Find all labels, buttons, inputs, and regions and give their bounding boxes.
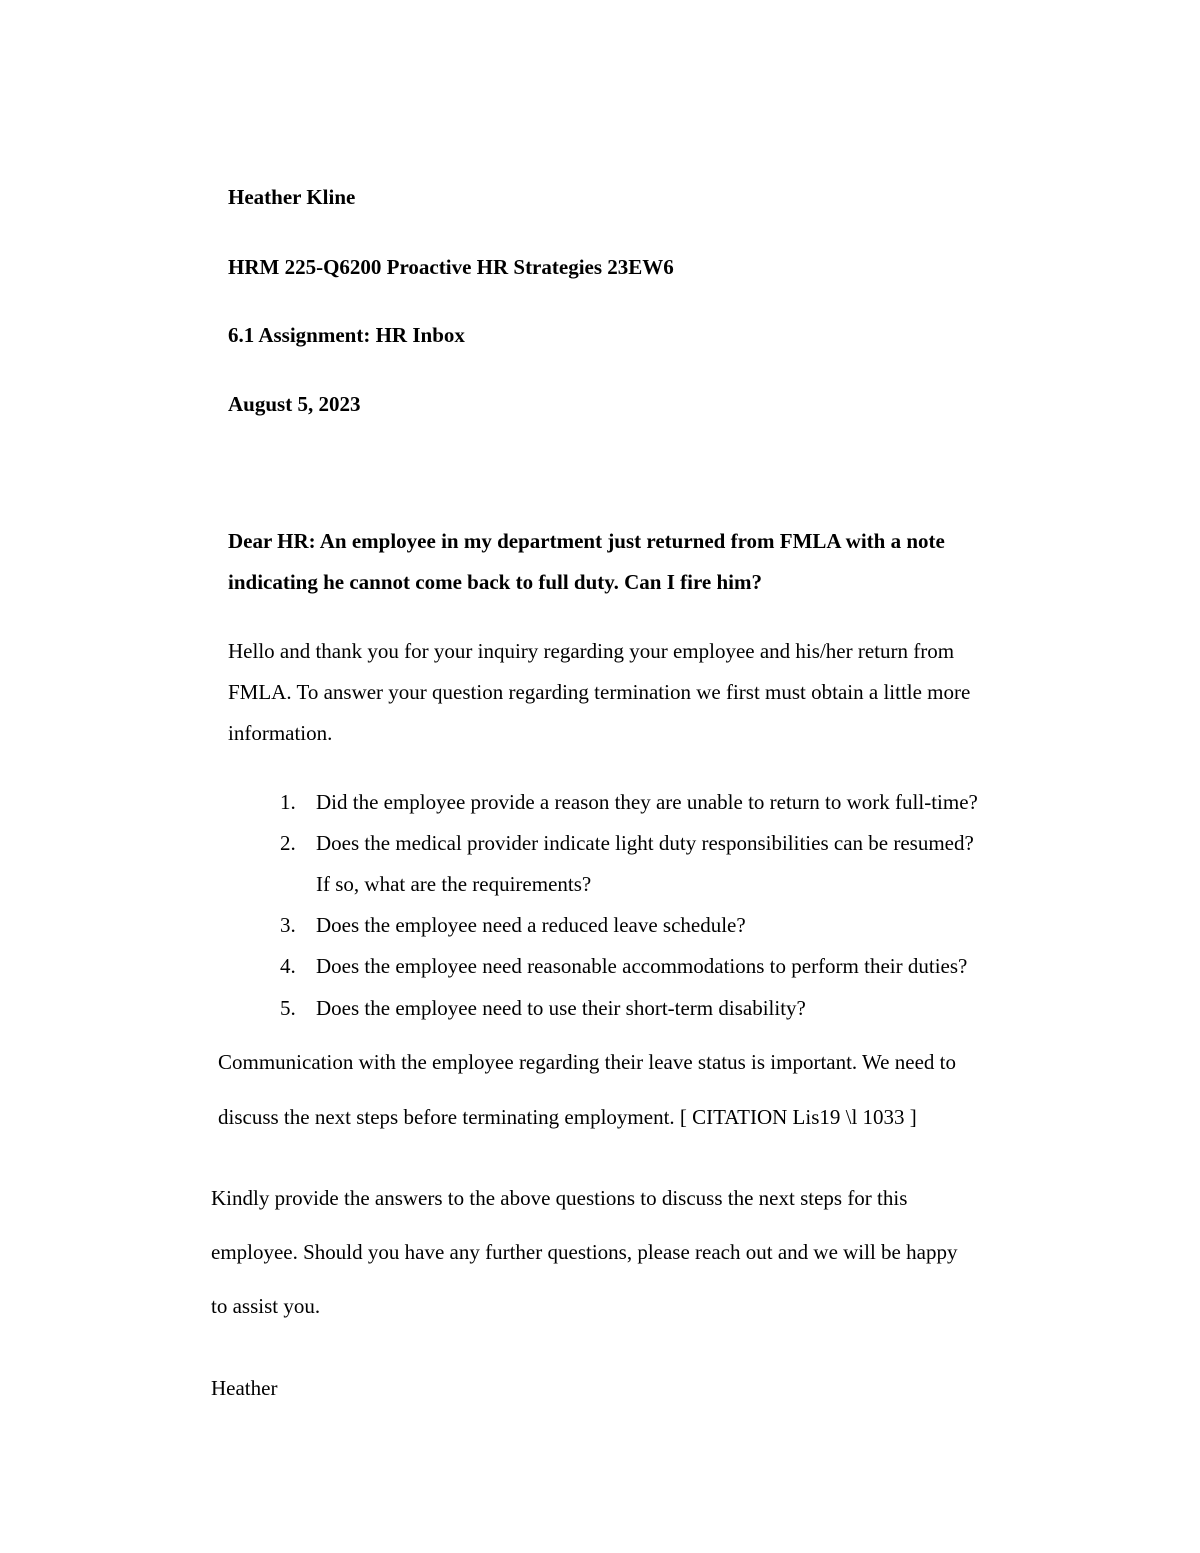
author-name: Heather Kline <box>228 185 356 209</box>
communication-line-1: Communication with the employee regarding their leave status is important. We need to <box>218 1050 956 1074</box>
list-item-text: Does the employee need to use their short-term disability? <box>316 996 806 1020</box>
list-item-text: Did the employee provide a reason they are unable to return to work full-time? <box>316 790 978 814</box>
intro-line-2: FMLA. To answer your question regarding termination we first must obtain a little more <box>228 680 971 704</box>
intro-line-1: Hello and thank you for your inquiry regarding your employee and his/her return from <box>228 639 955 663</box>
list-item-text-continued: If so, what are the requirements? <box>316 872 592 896</box>
list-item-number: 2. <box>280 831 296 855</box>
list-item-number: 5. <box>280 996 296 1020</box>
question-line-2: indicating he cannot come back to full duty. Can I fire him? <box>228 570 762 594</box>
communication-line-2: discuss the next steps before terminating employment. [ CITATION Lis19 \l 1033 ] <box>218 1105 917 1129</box>
question-line-1: Dear HR: An employee in my department just returned from FMLA with a note <box>228 529 945 553</box>
list-item-text: Does the employee need a reduced leave schedule? <box>316 913 746 937</box>
assignment-title: 6.1 Assignment: HR Inbox <box>228 323 465 347</box>
closing-line-1: Kindly provide the answers to the above questions to discuss the next steps for this <box>211 1186 908 1210</box>
document-date: August 5, 2023 <box>228 392 361 416</box>
intro-line-3: information. <box>228 721 333 745</box>
closing-line-3: to assist you. <box>211 1294 321 1318</box>
list-item-text: Does the medical provider indicate light duty responsibilities can be resumed? <box>316 831 974 855</box>
course-title: HRM 225-Q6200 Proactive HR Strategies 23EW6 <box>228 255 674 279</box>
list-item-text: Does the employee need reasonable accommodations to perform their duties? <box>316 954 968 978</box>
list-item-number: 1. <box>280 790 296 814</box>
closing-line-2: employee. Should you have any further questions, please reach out and we will be happy <box>211 1240 958 1264</box>
list-item-number: 3. <box>280 913 296 937</box>
list-item-number: 4. <box>280 954 296 978</box>
signature: Heather <box>211 1376 278 1400</box>
